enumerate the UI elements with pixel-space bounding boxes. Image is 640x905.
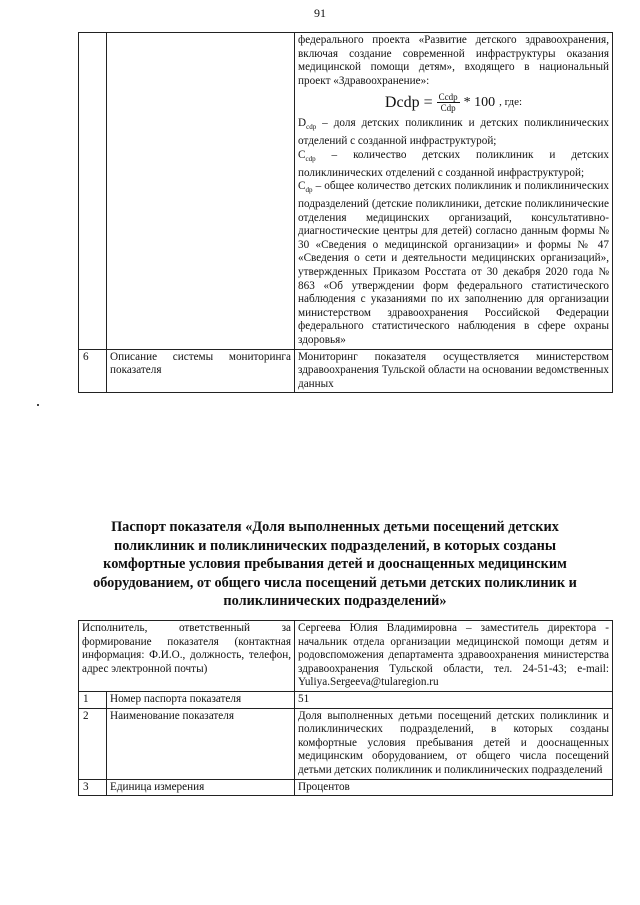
table-row xyxy=(79,621,613,692)
indicator-passport-table xyxy=(78,620,613,796)
row-value: Мониторинг показателя осуществляется министерством здравоохранения Тульской области на основании ведомственных данных xyxy=(295,349,613,393)
formula-intro: федерального проекта «Развитие детского здравоохранения, включая создание современной инфраструктуры оказания медицинской помощи детям», входящего в национальный проект «Здравоохранение»: xyxy=(298,34,609,87)
table-row xyxy=(79,33,613,350)
table-row xyxy=(79,779,613,796)
formula-denominator: Cdp xyxy=(440,103,456,114)
row-label: Наименование показателя xyxy=(107,708,295,779)
cell-empty xyxy=(107,33,295,350)
formula-numerator: Ccdp xyxy=(438,92,458,103)
definition: $C_{dp}$ – общее количество детских поликлиник и поликлинических подразделений (детские поликлиники, детские поликлинические отделения медицинских организаций, консультативно-диагностические центры для детей) согласно данным формы № 30 «Сведения о медицинской организации» и формы № 47 «Сведения о сети и деятельности медицинских организаций», утвержденных Приказом Росстата от 30 декабря 2020 года № 863 «Об утверждении форм федерального статистического наблюдения с указаниями по их заполнению для организации министерством здравоохранения Российской Федерации федерального статистического наблюдения в сфере охраны здоровья» xyxy=(298,180,609,346)
definition: $C_{cdp}$ – количество детских поликлиник и детских поликлинических отделений с созданной инфраструктурой; xyxy=(298,148,609,179)
formula xyxy=(298,92,609,113)
formula-suffix: , где: xyxy=(499,96,523,109)
executor-value: Сергеева Юлия Владимировна – заместитель директора - начальник отдела организации медицинской помощи детям и родовспоможения департамента здравоохранения министерства здравоохранения Тульской области, тел. 24-51-43; e-mail: Yuliya.Sergeeva@tularegion.ru xyxy=(295,621,613,692)
table-row xyxy=(79,349,613,393)
formula-lhs: Dcdp = xyxy=(384,94,433,112)
row-value: Процентов xyxy=(295,779,613,796)
row-number: 3 xyxy=(79,779,107,796)
row-label: Описание системы мониторинга показателя xyxy=(107,349,295,393)
row-number: 6 xyxy=(79,349,107,393)
passport-heading: Паспорт показателя «Доля выполненных детьми посещений детских поликлиник и поликлинических подразделений, в которых созданы комфортные условия пребывания детей и дооснащенных медицинским оборудованием, от общего числа посещений детьми детских поликлиник и поликлинических подразделений» xyxy=(93,519,577,609)
calculation-method-cell xyxy=(295,33,613,350)
row-value: 51 xyxy=(295,691,613,708)
formula-fraction xyxy=(437,92,460,113)
row-number: 1 xyxy=(79,691,107,708)
definition: $D_{cdp}$ – доля детских поликлиник и детских поликлинических отделений с созданной инфраструктурой; xyxy=(298,117,609,148)
table-row xyxy=(79,708,613,779)
table-row xyxy=(79,691,613,708)
page-number: 91 xyxy=(314,6,326,20)
row-label: Номер паспорта показателя xyxy=(107,691,295,708)
formula-multiplier: * 100 xyxy=(463,95,496,111)
cell-empty xyxy=(79,33,107,350)
row-number: 2 xyxy=(79,708,107,779)
scan-speck xyxy=(37,404,39,406)
executor-label: Исполнитель, ответственный за формирование показателя (контактная информация: Ф.И.О., должность, телефон, адрес электронной почты) xyxy=(79,621,295,692)
row-value: Доля выполненных детьми посещений детских поликлиник и поликлинических подразделений, в которых созданы комфортные условия пребывания детей и дооснащенных медицинским оборудованием, от общего числа посещений детьми детских поликлиник и поликлинических подразделений xyxy=(295,708,613,779)
row-label: Единица измерения xyxy=(107,779,295,796)
indicator-table-continued xyxy=(78,32,613,393)
